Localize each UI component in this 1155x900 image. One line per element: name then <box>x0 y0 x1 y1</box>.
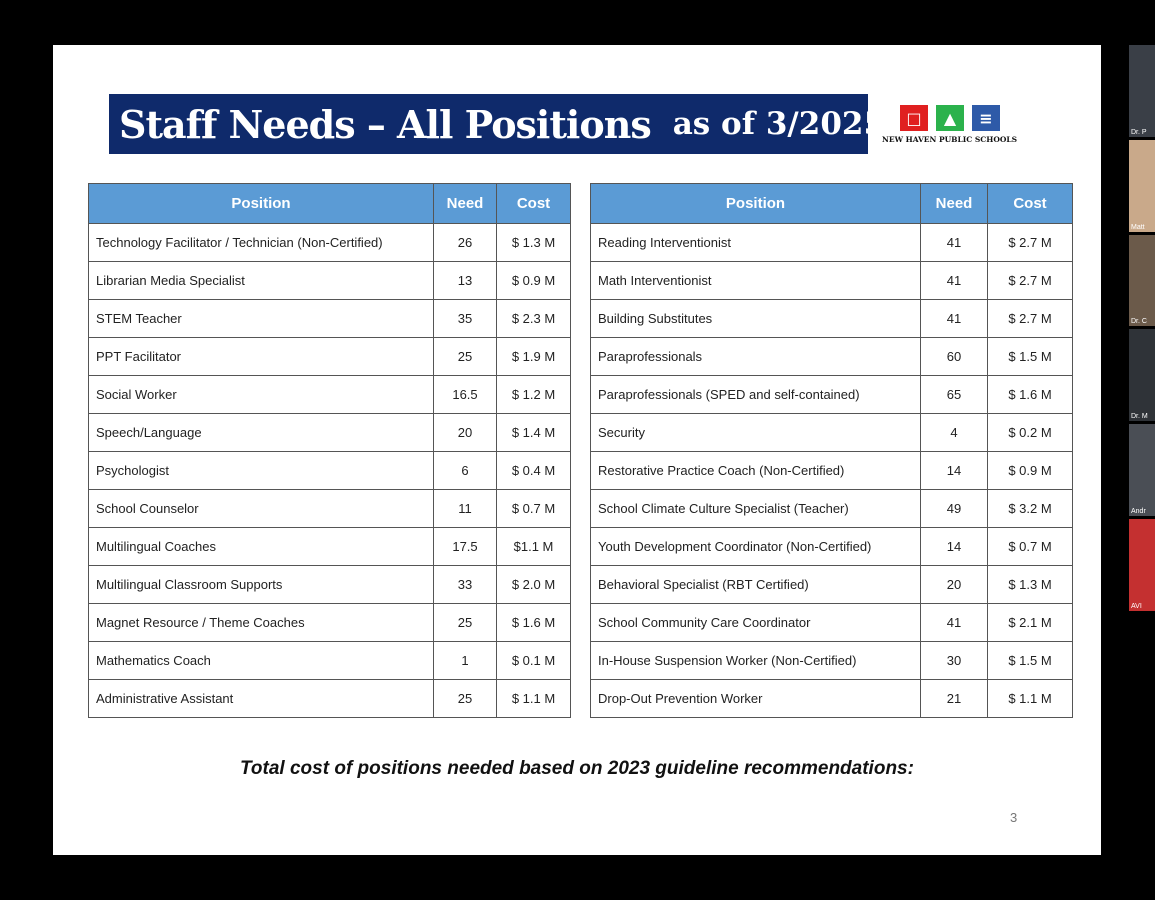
table-row <box>89 224 571 262</box>
need-cell: 14 <box>921 452 988 490</box>
cost-cell: $ 1.5 M <box>988 338 1073 376</box>
cost-cell: $ 2.7 M <box>988 300 1073 338</box>
cost-cell: $ 1.6 M <box>497 604 571 642</box>
need-cell: 25 <box>434 604 497 642</box>
table-row <box>89 642 571 680</box>
table-row <box>591 604 1073 642</box>
page-number: 3 <box>1010 810 1018 825</box>
cost-cell: $ 0.2 M <box>988 414 1073 452</box>
need-cell: 25 <box>434 680 497 718</box>
position-header: Position <box>89 184 434 224</box>
book-icon: ≡ <box>972 105 1000 131</box>
table-row <box>89 300 571 338</box>
need-cell: 20 <box>921 566 988 604</box>
need-cell: 41 <box>921 224 988 262</box>
position-cell: STEM Teacher <box>89 300 434 338</box>
cost-cell: $ 2.0 M <box>497 566 571 604</box>
position-cell: School Counselor <box>89 490 434 528</box>
participant-name-label: Andr <box>1131 508 1146 516</box>
need-cell: 14 <box>921 528 988 566</box>
position-cell: School Community Care Coordinator <box>591 604 921 642</box>
participant-name-label: Dr. P <box>1131 128 1147 136</box>
table-row <box>89 376 571 414</box>
table-row <box>591 224 1073 262</box>
table-header-row <box>591 184 1073 224</box>
cost-header: Cost <box>497 184 571 224</box>
participant-video-tile[interactable] <box>1129 235 1155 327</box>
need-cell: 11 <box>434 490 497 528</box>
need-cell: 4 <box>921 414 988 452</box>
cost-cell: $ 1.4 M <box>497 414 571 452</box>
slide-title-date: as of 3/2025 <box>672 106 886 142</box>
total-cost-text: Total cost of positions needed based on 2023 guideline recommendations: <box>240 758 914 779</box>
need-cell: 49 <box>921 490 988 528</box>
need-cell: 6 <box>434 452 497 490</box>
position-cell: Magnet Resource / Theme Coaches <box>89 604 434 642</box>
participant-name-label: Matt <box>1131 223 1145 231</box>
cost-cell: $ 0.7 M <box>988 528 1073 566</box>
table-row <box>89 528 571 566</box>
table-row <box>591 300 1073 338</box>
need-cell: 25 <box>434 338 497 376</box>
position-cell: Security <box>591 414 921 452</box>
cost-cell: $ 0.9 M <box>988 452 1073 490</box>
need-cell: 30 <box>921 642 988 680</box>
participant-video-tile[interactable] <box>1129 519 1155 611</box>
table-row <box>591 262 1073 300</box>
need-cell: 21 <box>921 680 988 718</box>
position-cell: Technology Facilitator / Technician (Non-Certified) <box>89 224 434 262</box>
slide-title-bar <box>109 94 886 154</box>
need-cell: 35 <box>434 300 497 338</box>
cost-cell: $ 1.1 M <box>497 680 571 718</box>
table-row <box>89 452 571 490</box>
cost-cell: $ 0.4 M <box>497 452 571 490</box>
table-row <box>89 414 571 452</box>
cost-cell: $ 1.5 M <box>988 642 1073 680</box>
need-cell: 17.5 <box>434 528 497 566</box>
position-cell: Speech/Language <box>89 414 434 452</box>
need-cell: 41 <box>921 262 988 300</box>
right-positions-table <box>590 183 1073 718</box>
cost-cell: $ 1.3 M <box>988 566 1073 604</box>
tower-icon: ▲ <box>936 105 964 131</box>
cost-cell: $ 1.2 M <box>497 376 571 414</box>
position-cell: In-House Suspension Worker (Non-Certified) <box>591 642 921 680</box>
presentation-slide <box>53 45 1101 855</box>
position-cell: Paraprofessionals (SPED and self-contained) <box>591 376 921 414</box>
participant-video-tile[interactable] <box>1129 45 1155 137</box>
logo-text: NEW HAVEN PUBLIC SCHOOLS <box>882 135 1018 144</box>
need-cell: 1 <box>434 642 497 680</box>
need-header: Need <box>434 184 497 224</box>
slide-title: Staff Needs – All Positions <box>119 101 651 147</box>
position-cell: Mathematics Coach <box>89 642 434 680</box>
table-row <box>591 680 1073 718</box>
table-row <box>89 566 571 604</box>
cost-cell: $1.1 M <box>497 528 571 566</box>
school-building-icon: □ <box>900 105 928 131</box>
participant-name-label: Dr. C <box>1131 318 1147 326</box>
table-row <box>89 680 571 718</box>
need-cell: 33 <box>434 566 497 604</box>
cost-cell: $ 2.1 M <box>988 604 1073 642</box>
table-row <box>89 490 571 528</box>
cost-cell: $ 1.1 M <box>988 680 1073 718</box>
participant-name-label: AVI <box>1131 602 1142 610</box>
position-cell: Reading Interventionist <box>591 224 921 262</box>
left-positions-table <box>88 183 571 718</box>
position-cell: Restorative Practice Coach (Non-Certified) <box>591 452 921 490</box>
cost-cell: $ 1.9 M <box>497 338 571 376</box>
position-cell: Math Interventionist <box>591 262 921 300</box>
cost-cell: $ 0.9 M <box>497 262 571 300</box>
table-row <box>591 338 1073 376</box>
table-row <box>591 490 1073 528</box>
cost-cell: $ 0.1 M <box>497 642 571 680</box>
participant-name-label: Dr. M <box>1131 413 1148 421</box>
position-cell: Psychologist <box>89 452 434 490</box>
position-cell: Paraprofessionals <box>591 338 921 376</box>
need-cell: 65 <box>921 376 988 414</box>
position-cell: School Climate Culture Specialist (Teacher) <box>591 490 921 528</box>
position-header: Position <box>591 184 921 224</box>
table-row <box>591 452 1073 490</box>
need-header: Need <box>921 184 988 224</box>
position-cell: PPT Facilitator <box>89 338 434 376</box>
cost-cell: $ 2.3 M <box>497 300 571 338</box>
need-cell: 60 <box>921 338 988 376</box>
cost-cell: $ 0.7 M <box>497 490 571 528</box>
position-cell: Building Substitutes <box>591 300 921 338</box>
participant-video-tile[interactable] <box>1129 329 1155 421</box>
position-cell: Multilingual Classroom Supports <box>89 566 434 604</box>
participant-video-strip <box>1129 45 1155 611</box>
table-row <box>89 604 571 642</box>
cost-cell: $ 1.3 M <box>497 224 571 262</box>
need-cell: 20 <box>434 414 497 452</box>
position-cell: Drop-Out Prevention Worker <box>591 680 921 718</box>
need-cell: 41 <box>921 300 988 338</box>
table-row <box>89 338 571 376</box>
cost-cell: $ 1.6 M <box>988 376 1073 414</box>
need-cell: 16.5 <box>434 376 497 414</box>
cost-header: Cost <box>988 184 1073 224</box>
position-cell: Behavioral Specialist (RBT Certified) <box>591 566 921 604</box>
participant-video-tile[interactable] <box>1129 424 1155 516</box>
position-cell: Multilingual Coaches <box>89 528 434 566</box>
table-row <box>591 414 1073 452</box>
position-cell: Administrative Assistant <box>89 680 434 718</box>
school-logo <box>882 105 1032 150</box>
table-row <box>591 642 1073 680</box>
table-row <box>89 262 571 300</box>
position-cell: Social Worker <box>89 376 434 414</box>
need-cell: 26 <box>434 224 497 262</box>
need-cell: 41 <box>921 604 988 642</box>
table-row <box>591 566 1073 604</box>
cost-cell: $ 2.7 M <box>988 224 1073 262</box>
table-header-row <box>89 184 571 224</box>
cost-cell: $ 2.7 M <box>988 262 1073 300</box>
participant-video-tile[interactable] <box>1129 140 1155 232</box>
cost-cell: $ 3.2 M <box>988 490 1073 528</box>
position-cell: Librarian Media Specialist <box>89 262 434 300</box>
position-cell: Youth Development Coordinator (Non-Certified) <box>591 528 921 566</box>
need-cell: 13 <box>434 262 497 300</box>
table-row <box>591 376 1073 414</box>
table-row <box>591 528 1073 566</box>
